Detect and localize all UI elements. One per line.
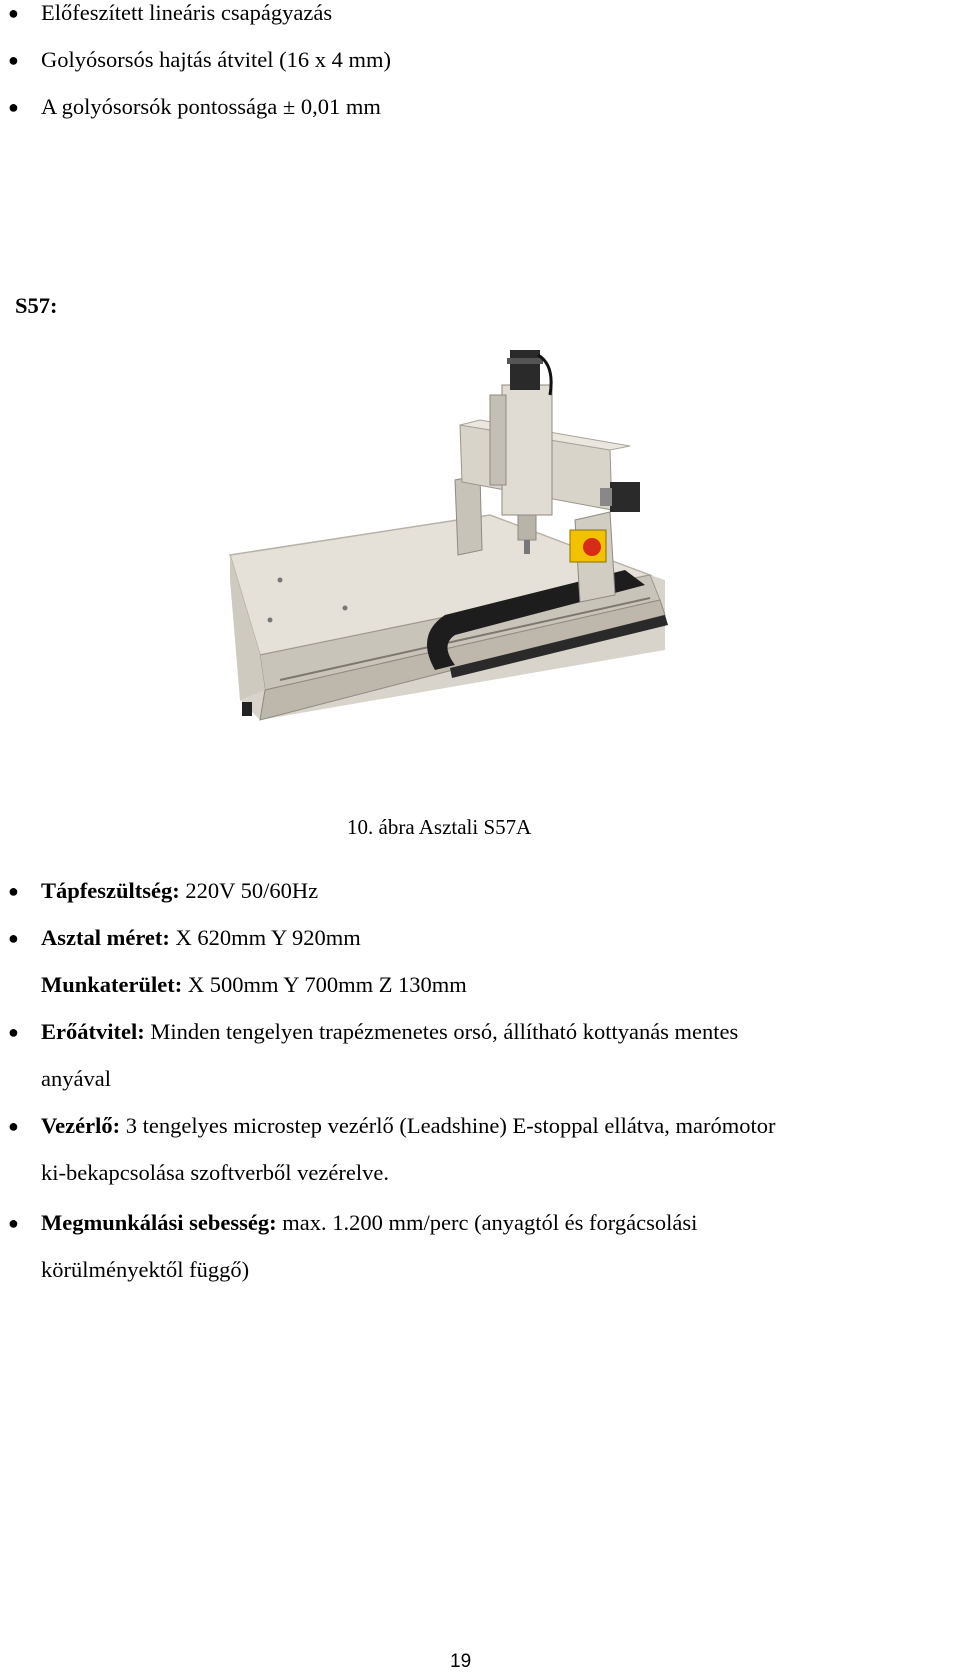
bullet-dot: ● (8, 928, 19, 948)
section-heading: S57: (15, 293, 58, 318)
spec-controller-cont: ki-bekapcsolása szoftverből vezérelve. (41, 1160, 389, 1185)
page-number: 19 (450, 1651, 472, 1672)
spec-value: X 620mm Y 920mm (169, 925, 361, 950)
spec-label: Tápfeszültség: (41, 878, 180, 903)
spec-controller (41, 1112, 776, 1140)
bullet-text-ballscrew-drive: Golyósorsós hajtás átvitel (16 x 4 mm) (41, 47, 391, 72)
bullet-dot: ● (8, 97, 19, 117)
bullet-text-ballscrew-accuracy: A golyósorsók pontossága ± 0,01 mm (41, 94, 381, 119)
spec-value: 220V 50/60Hz (179, 878, 319, 903)
spec-power-transmission (41, 1018, 738, 1046)
spec-label: Vezérlő: (41, 1113, 121, 1138)
spec-value: Minden tengelyen trapézmenetes orsó, állítható kottyanás mentes (144, 1019, 739, 1044)
bullet-dot: ● (8, 881, 19, 901)
spec-label: Erőátvitel: (41, 1019, 145, 1044)
bullet-dot: ● (8, 3, 19, 23)
spec-table-size (41, 924, 361, 952)
spec-power-supply (41, 877, 318, 905)
spec-value: max. 1.200 mm/perc (anyagtól és forgácsolási (276, 1210, 698, 1235)
spec-label: Munkaterület: (41, 972, 183, 997)
spec-work-area (41, 971, 467, 999)
spec-value: 3 tengelyes microstep vezérlő (Leadshine) E-stoppal ellátva, marómotor (120, 1113, 776, 1138)
spec-label: Megmunkálási sebesség: (41, 1210, 277, 1235)
spec-value: X 500mm Y 700mm Z 130mm (182, 972, 467, 997)
bullet-dot: ● (8, 50, 19, 70)
spec-power-transmission-cont: anyával (41, 1066, 111, 1091)
spec-machining-speed (41, 1209, 697, 1237)
cnc-milling-machine-photo (220, 350, 710, 780)
bullet-text-preloaded-bearing: Előfeszített lineáris csapágyazás (41, 0, 333, 25)
spec-label: Asztal méret: (41, 925, 170, 950)
bullet-dot: ● (8, 1213, 19, 1233)
spec-machining-speed-cont: körülményektől függő) (41, 1257, 250, 1282)
figure-caption: 10. ábra Asztali S57A (347, 815, 532, 839)
bullet-dot: ● (8, 1116, 19, 1136)
bullet-dot: ● (8, 1022, 19, 1042)
